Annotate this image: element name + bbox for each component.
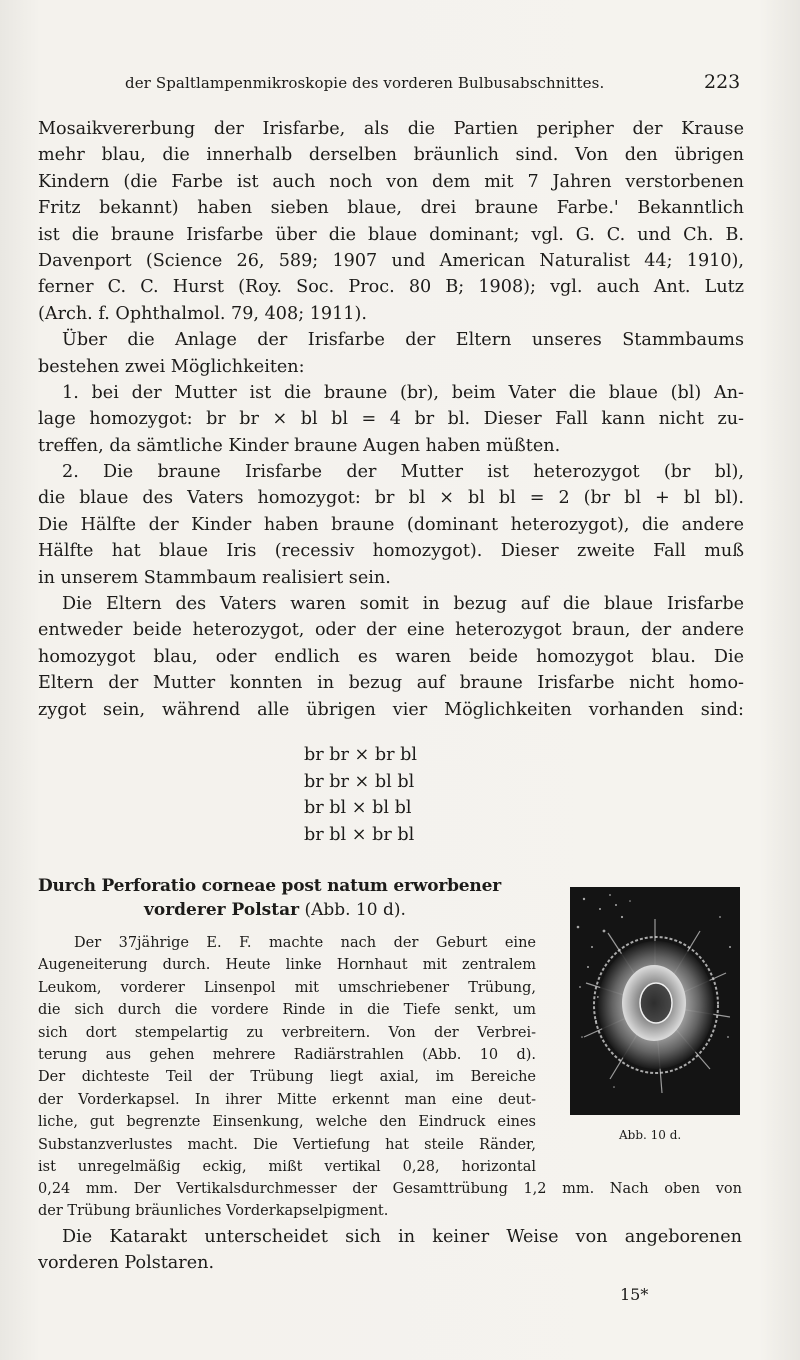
body-line: (Arch. f. Ophthalmol. 79, 408; 1911).: [38, 303, 367, 324]
case-description-continued: [38, 1178, 742, 1223]
closing-paragraph: [38, 1224, 742, 1277]
case-line: die sich durch die vordere Rinde in die Tiefe senkt, um: [38, 1002, 536, 1019]
formula: br br × bl bl: [304, 771, 415, 792]
body-text: [38, 116, 744, 723]
formula: br bl × br bl: [304, 824, 415, 845]
case-line: Der 37jährige E. F. machte nach der Geburt eine: [74, 935, 536, 951]
running-head: der Spaltlampenmikroskopie des vorderen Bulbusabschnittes.: [125, 74, 605, 92]
cataract-illustration: [570, 887, 740, 1115]
body-line: Davenport (Science 26, 589; 1907 und American Naturalist 44; 1910),: [38, 250, 744, 271]
body-line: Hälfte hat blaue Iris (recessiv homozygot). Dieser zweite Fall muß: [38, 541, 744, 562]
page-number: 223: [704, 71, 741, 93]
body-line: Über die Anlage der Irisfarbe der Eltern unseres Stammbaums: [62, 330, 744, 351]
case-line: der Trübung bräunliches Vorderkapselpigment.: [38, 1203, 389, 1220]
case-line: ist unregelmäßig eckig, mißt vertikal 0,28, horizontal: [38, 1158, 536, 1175]
figure-reference: (Abb. 10 d).: [299, 900, 406, 920]
body-line: bestehen zwei Möglichkeiten:: [38, 356, 305, 377]
body-line: mehr blau, die innerhalb derselben bräunlich sind. Von den übrigen: [38, 145, 744, 166]
body-line: ferner C. C. Hurst (Roy. Soc. Proc. 80 B; 1908); vgl. auch Ant. Lutz: [38, 277, 744, 298]
formula: br br × br bl: [304, 745, 418, 765]
closing-line: Die Katarakt unterscheidet sich in keiner Weise von angeborenen: [62, 1227, 742, 1247]
body-line: zygot sein, während alle übrigen vier Möglichkeiten vorhanden sind:: [38, 699, 744, 720]
section-heading-line: [38, 898, 538, 922]
body-line: Mosaikvererbung der Irisfarbe, als die Partien peripher der Krause: [38, 119, 744, 139]
signature-mark: 15*: [620, 1285, 649, 1304]
figure-caption: Abb. 10 d.: [619, 1128, 682, 1142]
body-line: die blaue des Vaters homozygot: br bl × bl bl = 2 (br bl + bl bl).: [38, 488, 744, 509]
body-line: Eltern der Mutter konnten in bezug auf braune Irisfarbe nicht homo-: [38, 673, 744, 694]
case-description: [38, 932, 536, 1178]
section-heading: [38, 874, 538, 922]
case-line: Leukom, vorderer Linsenpol mit umschriebener Trübung,: [38, 979, 536, 996]
formula-list: [304, 742, 417, 848]
case-line: der Vorderkapsel. In ihrer Mitte erkennt man eine deut-: [38, 1091, 536, 1108]
body-line: Die Hälfte der Kinder haben braune (dominant heterozygot), die andere: [38, 514, 744, 535]
case-line: 0,24 mm. Der Vertikalsdurchmesser der Gesamttrübung 1,2 mm. Nach oben von: [38, 1181, 742, 1197]
case-line: Augeneiterung durch. Heute linke Hornhaut mit zentralem: [38, 957, 536, 974]
formula: br bl × bl bl: [304, 798, 412, 819]
case-line: terung aus gehen mehrere Radiärstrahlen (Abb. 10 d).: [38, 1046, 536, 1063]
case-line: Substanzverlustes macht. Die Vertiefung hat steile Ränder,: [38, 1136, 536, 1153]
case-line: Der dichteste Teil der Trübung liegt axial, im Bereiche: [38, 1069, 536, 1086]
section-heading-line: Durch Perforatio corneae post natum erworbener: [38, 876, 501, 896]
body-line: in unserem Stammbaum realisiert sein.: [38, 567, 391, 588]
body-line: entweder beide heterozygot, oder der eine heterozygot braun, der andere: [38, 620, 744, 641]
body-line: Die Eltern des Vaters waren somit in bezug auf die blaue Irisfarbe: [62, 594, 744, 615]
figure-polstar-image: [570, 887, 740, 1115]
body-line: 1. bei der Mutter ist die braune (br), beim Vater die blaue (bl) An-: [62, 382, 744, 403]
body-line: Fritz bekannt) haben sieben blaue, drei braune Farbe.' Bekanntlich: [38, 198, 744, 219]
section-heading-text: vorderer Polstar: [144, 900, 300, 920]
case-line: sich dort stempelartig zu verbreitern. Von der Verbrei-: [38, 1024, 536, 1041]
body-line: Kindern (die Farbe ist auch noch von dem mit 7 Jahren verstorbenen: [38, 171, 744, 192]
body-line: homozygot blau, oder endlich es waren beide homozygot blau. Die: [38, 646, 744, 667]
body-line: ist die braune Irisfarbe über die blaue dominant; vgl. G. C. und Ch. B.: [38, 224, 744, 245]
body-line: 2. Die braune Irisfarbe der Mutter ist heterozygot (br bl),: [62, 462, 744, 483]
closing-line: vorderen Polstaren.: [38, 1253, 215, 1274]
case-line: liche, gut begrenzte Einsenkung, welche den Eindruck eines: [38, 1114, 536, 1131]
body-line: treffen, da sämtliche Kinder braune Augen haben müßten.: [38, 435, 561, 456]
body-line: lage homozygot: br br × bl bl = 4 br bl. Dieser Fall kann nicht zu-: [38, 409, 744, 430]
